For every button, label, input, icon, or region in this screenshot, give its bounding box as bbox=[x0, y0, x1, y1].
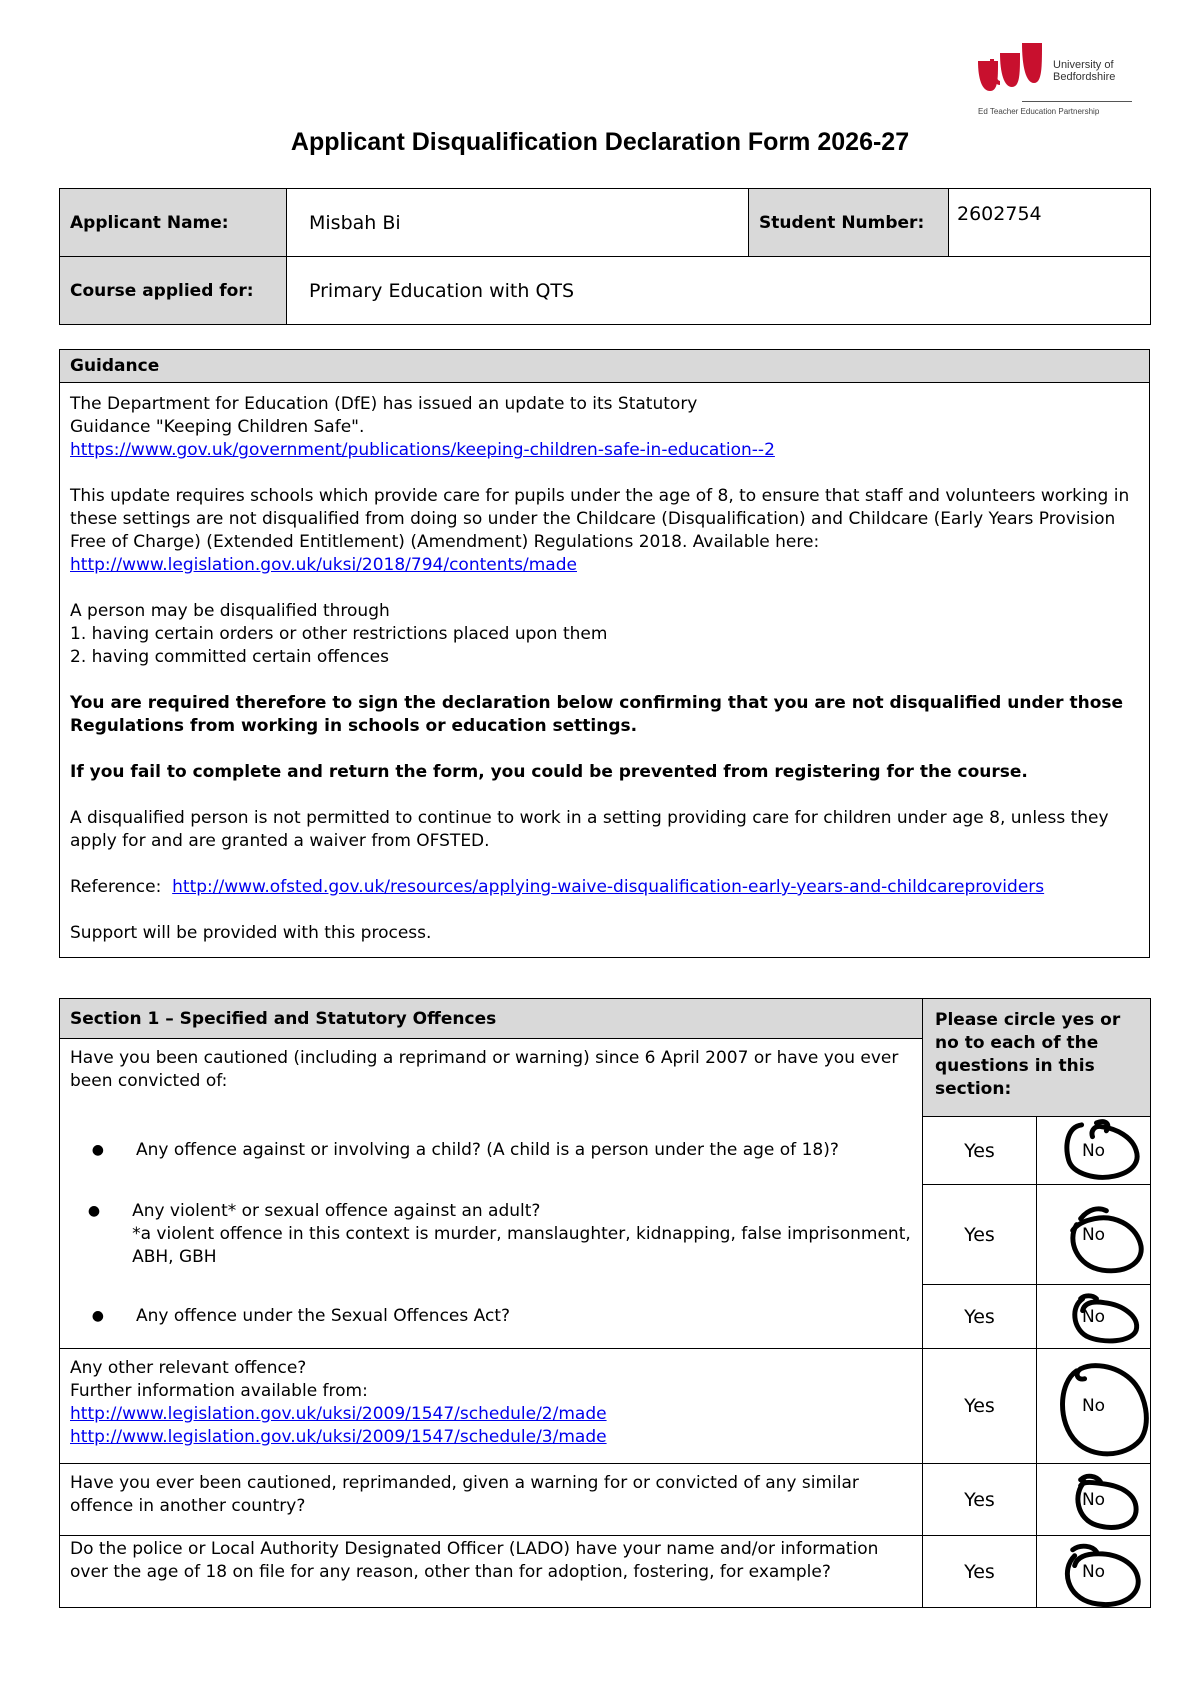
section1-heading: Section 1 – Specified and Statutory Offences bbox=[60, 999, 923, 1039]
section1-intro: Have you been cautioned (including a reprimand or warning) since 6 April 2007 or have you ever been convicted of: bbox=[60, 1039, 923, 1117]
disqualified-intro: A person may be disqualified through bbox=[70, 601, 390, 621]
ofsted-waiver-link[interactable]: http://www.ofsted.gov.uk/resources/applying-waive-disqualification-early-years-and-childcareproviders bbox=[172, 877, 1045, 897]
guidance-dfe-line2: Guidance "Keeping Children Safe". bbox=[70, 417, 365, 437]
question-other-country: Have you ever been cautioned, reprimanded, given a warning for or convicted of any similar offence in another country? bbox=[60, 1464, 923, 1536]
yes-option-4[interactable]: Yes bbox=[923, 1349, 1037, 1464]
hand-drawn-circle-icon bbox=[1037, 1285, 1150, 1348]
no-option-2[interactable]: No bbox=[1037, 1185, 1151, 1285]
no-option-1[interactable]: No bbox=[1037, 1117, 1151, 1185]
applicant-details-table bbox=[59, 188, 1151, 325]
disqualified-reason-1: 1. having certain orders or other restrictions placed upon them bbox=[70, 624, 608, 644]
guidance-body bbox=[60, 383, 1150, 958]
declaration-requirement: You are required therefore to sign the declaration below confirming that you are not disqualified under those Regulations from working in schools or education settings. bbox=[70, 693, 1124, 736]
hand-drawn-circle-icon bbox=[1037, 1536, 1150, 1607]
waiver-text: A disqualified person is not permitted to continue to work in a setting providing care for children under age 8, unless they apply for and are granted a waiver from OFSTED. bbox=[70, 808, 1109, 851]
support-text: Support will be provided with this process. bbox=[70, 923, 432, 943]
schedule-3-link[interactable]: http://www.legislation.gov.uk/uksi/2009/1547/schedule/3/made bbox=[70, 1427, 607, 1447]
guidance-dfe-line1: The Department for Education (DfE) has issued an update to its Statutory bbox=[70, 394, 698, 414]
no-option-3[interactable]: No bbox=[1037, 1285, 1151, 1349]
university-logo-mark-icon bbox=[968, 39, 1054, 99]
student-number-label: Student Number: bbox=[749, 189, 949, 257]
no-option-4[interactable]: No bbox=[1037, 1349, 1151, 1464]
university-name: University of Bedfordshire bbox=[1053, 59, 1116, 83]
hand-drawn-circle-icon bbox=[1037, 1185, 1150, 1284]
university-logo bbox=[968, 33, 1134, 125]
guidance-regulations-text: This update requires schools which provide care for pupils under the age of 8, to ensure that staff and volunteers working in these settings are not disqualified from doing so under the Childcare (Disqualification) and Childcare (Early Years Provision Free of Charge) (Extended Entitlement) (Amendment) Regulations 2018. Available here: bbox=[70, 486, 1130, 552]
course-label: Course applied for: bbox=[60, 257, 287, 325]
hand-drawn-circle-icon bbox=[1037, 1117, 1150, 1184]
registration-warning: If you fail to complete and return the form, you could be prevented from registering for the course. bbox=[70, 762, 1028, 782]
regulations-2018-link[interactable]: http://www.legislation.gov.uk/uksi/2018/794/contents/made bbox=[70, 555, 577, 575]
guidance-heading: Guidance bbox=[60, 350, 1150, 383]
yes-option-1[interactable]: Yes bbox=[923, 1117, 1037, 1185]
partnership-tagline: Ed Teacher Education Partnership bbox=[978, 107, 1100, 116]
question-child-offence: ● Any offence against or involving a child? (A child is a person under the age of 18)? bbox=[60, 1117, 923, 1185]
question-other-offence: Any other relevant offence? Further information available from: http://www.legislation.gov.uk/uksi/2009/1547/schedule/2/made http://www.legislation.gov.uk/uksi/2009/1547/schedule/3/made bbox=[60, 1349, 923, 1464]
no-option-6[interactable]: No bbox=[1037, 1536, 1151, 1608]
hand-drawn-circle-icon bbox=[1037, 1464, 1150, 1535]
kcsie-link[interactable]: https://www.gov.uk/government/publications/keeping-children-safe-in-education--2 bbox=[70, 440, 775, 460]
section1-table bbox=[59, 998, 1151, 1608]
student-number-value[interactable]: 2602754 bbox=[949, 189, 1151, 257]
question-police-lado: Do the police or Local Authority Designated Officer (LADO) have your name and/or information over the age of 18 on file for any reason, other than for adoption, fostering, for example? bbox=[60, 1536, 923, 1608]
question-sexual-offences-act: ● Any offence under the Sexual Offences Act? bbox=[60, 1285, 923, 1349]
form-title: Applicant Disqualification Declaration Form 2026-27 bbox=[290, 128, 910, 156]
applicant-name-value[interactable]: Misbah Bi bbox=[287, 189, 749, 257]
yes-option-5[interactable]: Yes bbox=[923, 1464, 1037, 1536]
yes-option-2[interactable]: Yes bbox=[923, 1185, 1037, 1285]
yes-option-6[interactable]: Yes bbox=[923, 1536, 1037, 1608]
guidance-table bbox=[59, 349, 1150, 958]
reference-label: Reference: bbox=[70, 877, 162, 897]
schedule-2-link[interactable]: http://www.legislation.gov.uk/uksi/2009/1547/schedule/2/made bbox=[70, 1404, 607, 1424]
no-option-5[interactable]: No bbox=[1037, 1464, 1151, 1536]
circle-instruction: Please circle yes or no to each of the questions in this section: bbox=[923, 999, 1151, 1117]
disqualified-reason-2: 2. having committed certain offences bbox=[70, 647, 389, 667]
question-violent-offence: ● Any violent* or sexual offence against an adult? *a violent offence in this context is murder, manslaughter, kidnapping, false imprisonment, ABH, GBH bbox=[60, 1185, 923, 1285]
applicant-name-label: Applicant Name: bbox=[60, 189, 287, 257]
course-value[interactable]: Primary Education with QTS bbox=[287, 257, 1151, 325]
yes-option-3[interactable]: Yes bbox=[923, 1285, 1037, 1349]
hand-drawn-circle-icon bbox=[1037, 1349, 1150, 1463]
